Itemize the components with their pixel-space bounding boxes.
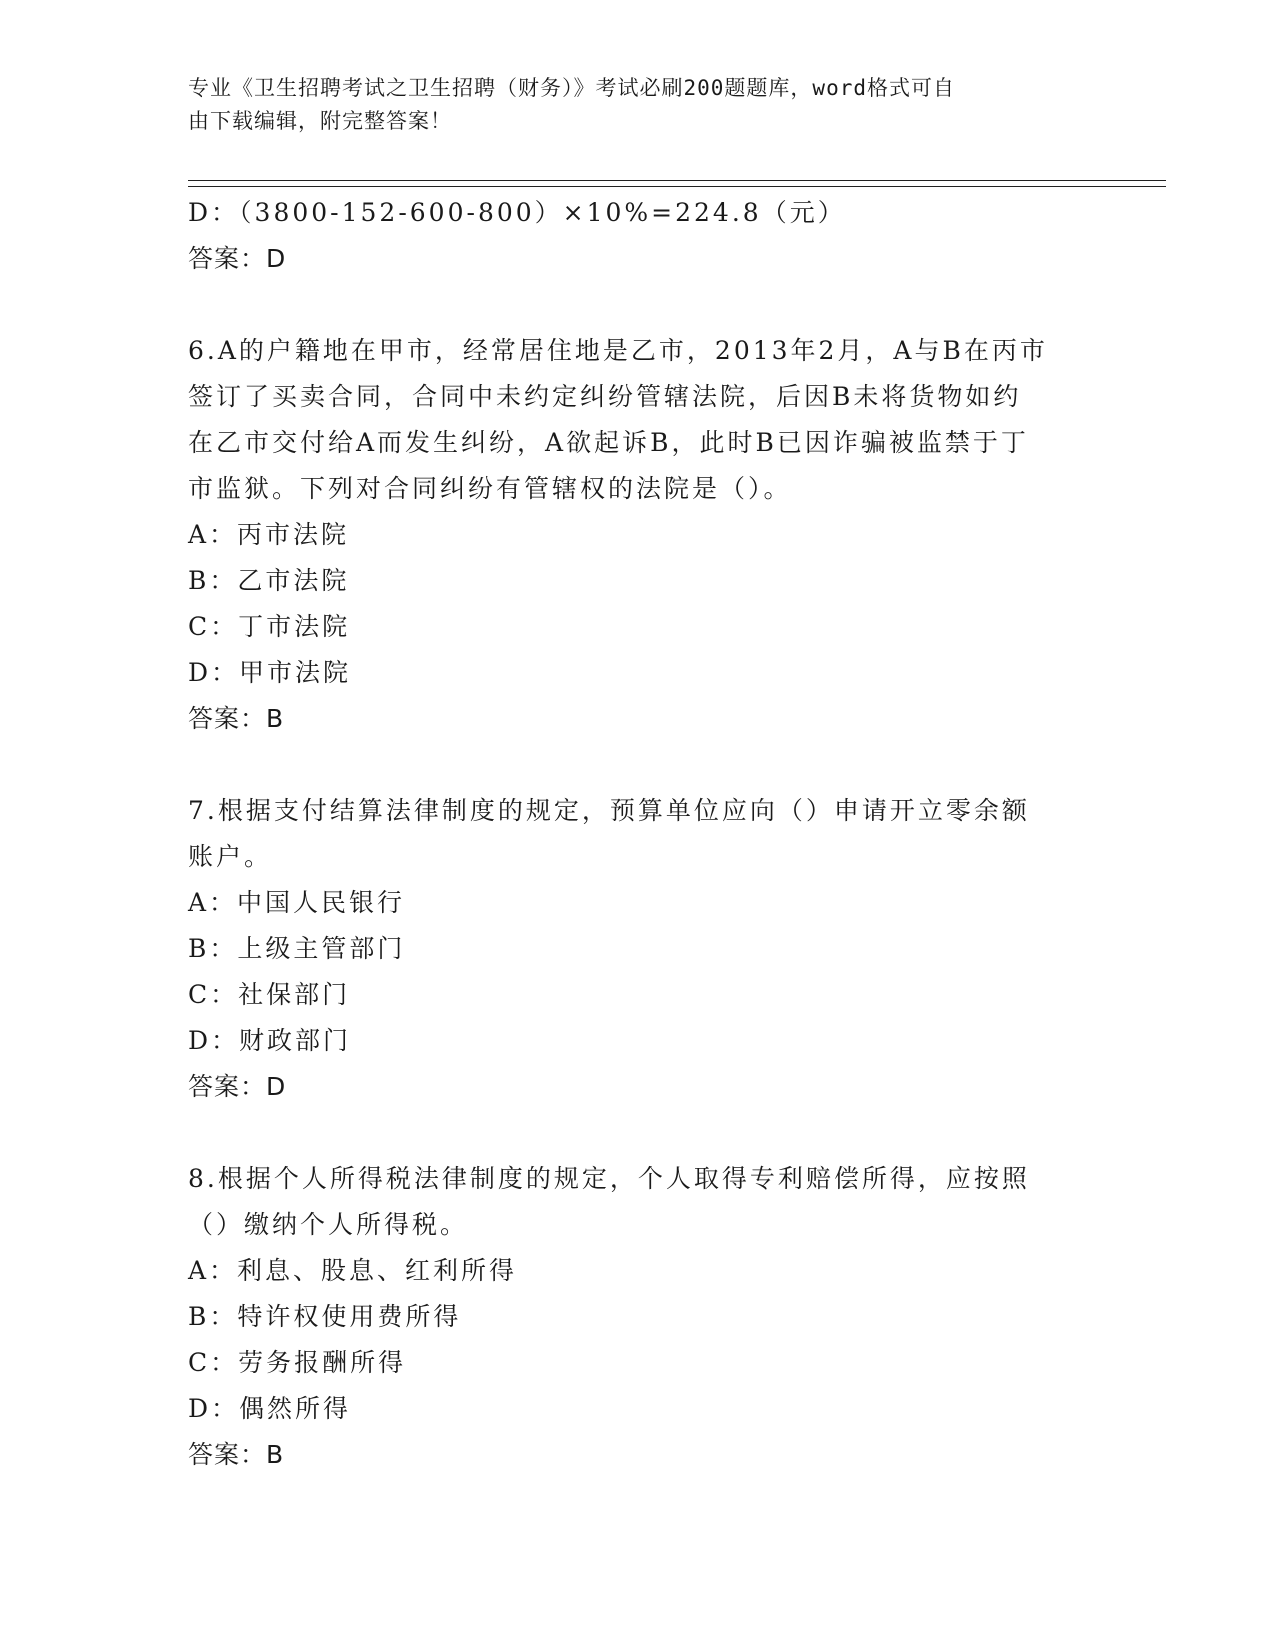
answer: 答案：B [188, 1440, 285, 1469]
question-stem-line: 6.A的户籍地在甲市，经常居住地是乙市，2013年2月，A与B在丙市 [188, 336, 1048, 365]
option-b: B：特许权使用费所得 [188, 1302, 462, 1331]
question-7 [188, 788, 1088, 1110]
spacer [188, 742, 1088, 788]
option-d: D：偶然所得 [188, 1394, 352, 1423]
spacer [188, 282, 1088, 328]
prev-option-d: D：（3800-152-600-800）×10%=224.8（元） [188, 198, 846, 227]
option-b: B：上级主管部门 [188, 934, 406, 963]
option-c: C：社保部门 [188, 980, 351, 1009]
header-title-line-1: 专业《卫生招聘考试之卫生招聘（财务）》考试必刷200题题库，word格式可自 [188, 76, 955, 100]
option-d: D：财政部门 [188, 1026, 352, 1055]
option-b: B：乙市法院 [188, 566, 350, 595]
header-rule-top [188, 180, 1166, 181]
option-a: A：丙市法院 [188, 520, 350, 549]
question-stem-line: 8.根据个人所得税法律制度的规定，个人取得专利赔偿所得，应按照 [188, 1164, 1030, 1193]
question-stem-line: 签订了买卖合同，合同中未约定纠纷管辖法院，后因B未将货物如约 [188, 382, 1022, 411]
option-a: A：中国人民银行 [188, 888, 406, 917]
header-title-line-2: 由下载编辑，附完整答案！ [188, 109, 452, 133]
option-d: D：甲市法院 [188, 658, 352, 687]
answer: 答案：B [188, 704, 285, 733]
option-c: C：丁市法院 [188, 612, 351, 641]
question-stem-line: 7.根据支付结算法律制度的规定，预算单位应向（）申请开立零余额 [188, 796, 1030, 825]
option-a: A：利息、股息、红利所得 [188, 1256, 518, 1285]
question-6 [188, 328, 1088, 742]
question-8 [188, 1156, 1088, 1478]
page-header [188, 72, 1088, 138]
prev-answer: 答案：D [188, 244, 287, 273]
question-stem-line: 账户。 [188, 842, 273, 871]
question-stem-line: 在乙市交付给A而发生纠纷，A欲起诉B，此时B已因诈骗被监禁于丁 [188, 428, 1029, 457]
answer: 答案：D [188, 1072, 287, 1101]
header-rule-bottom [188, 186, 1166, 187]
spacer [188, 1110, 1088, 1156]
question-stem-line: 市监狱。下列对合同纠纷有管辖权的法院是（）。 [188, 474, 792, 503]
question-stem-line: （）缴纳个人所得税。 [188, 1210, 469, 1239]
option-c: C：劳务报酬所得 [188, 1348, 407, 1377]
document-body [188, 190, 1088, 1478]
